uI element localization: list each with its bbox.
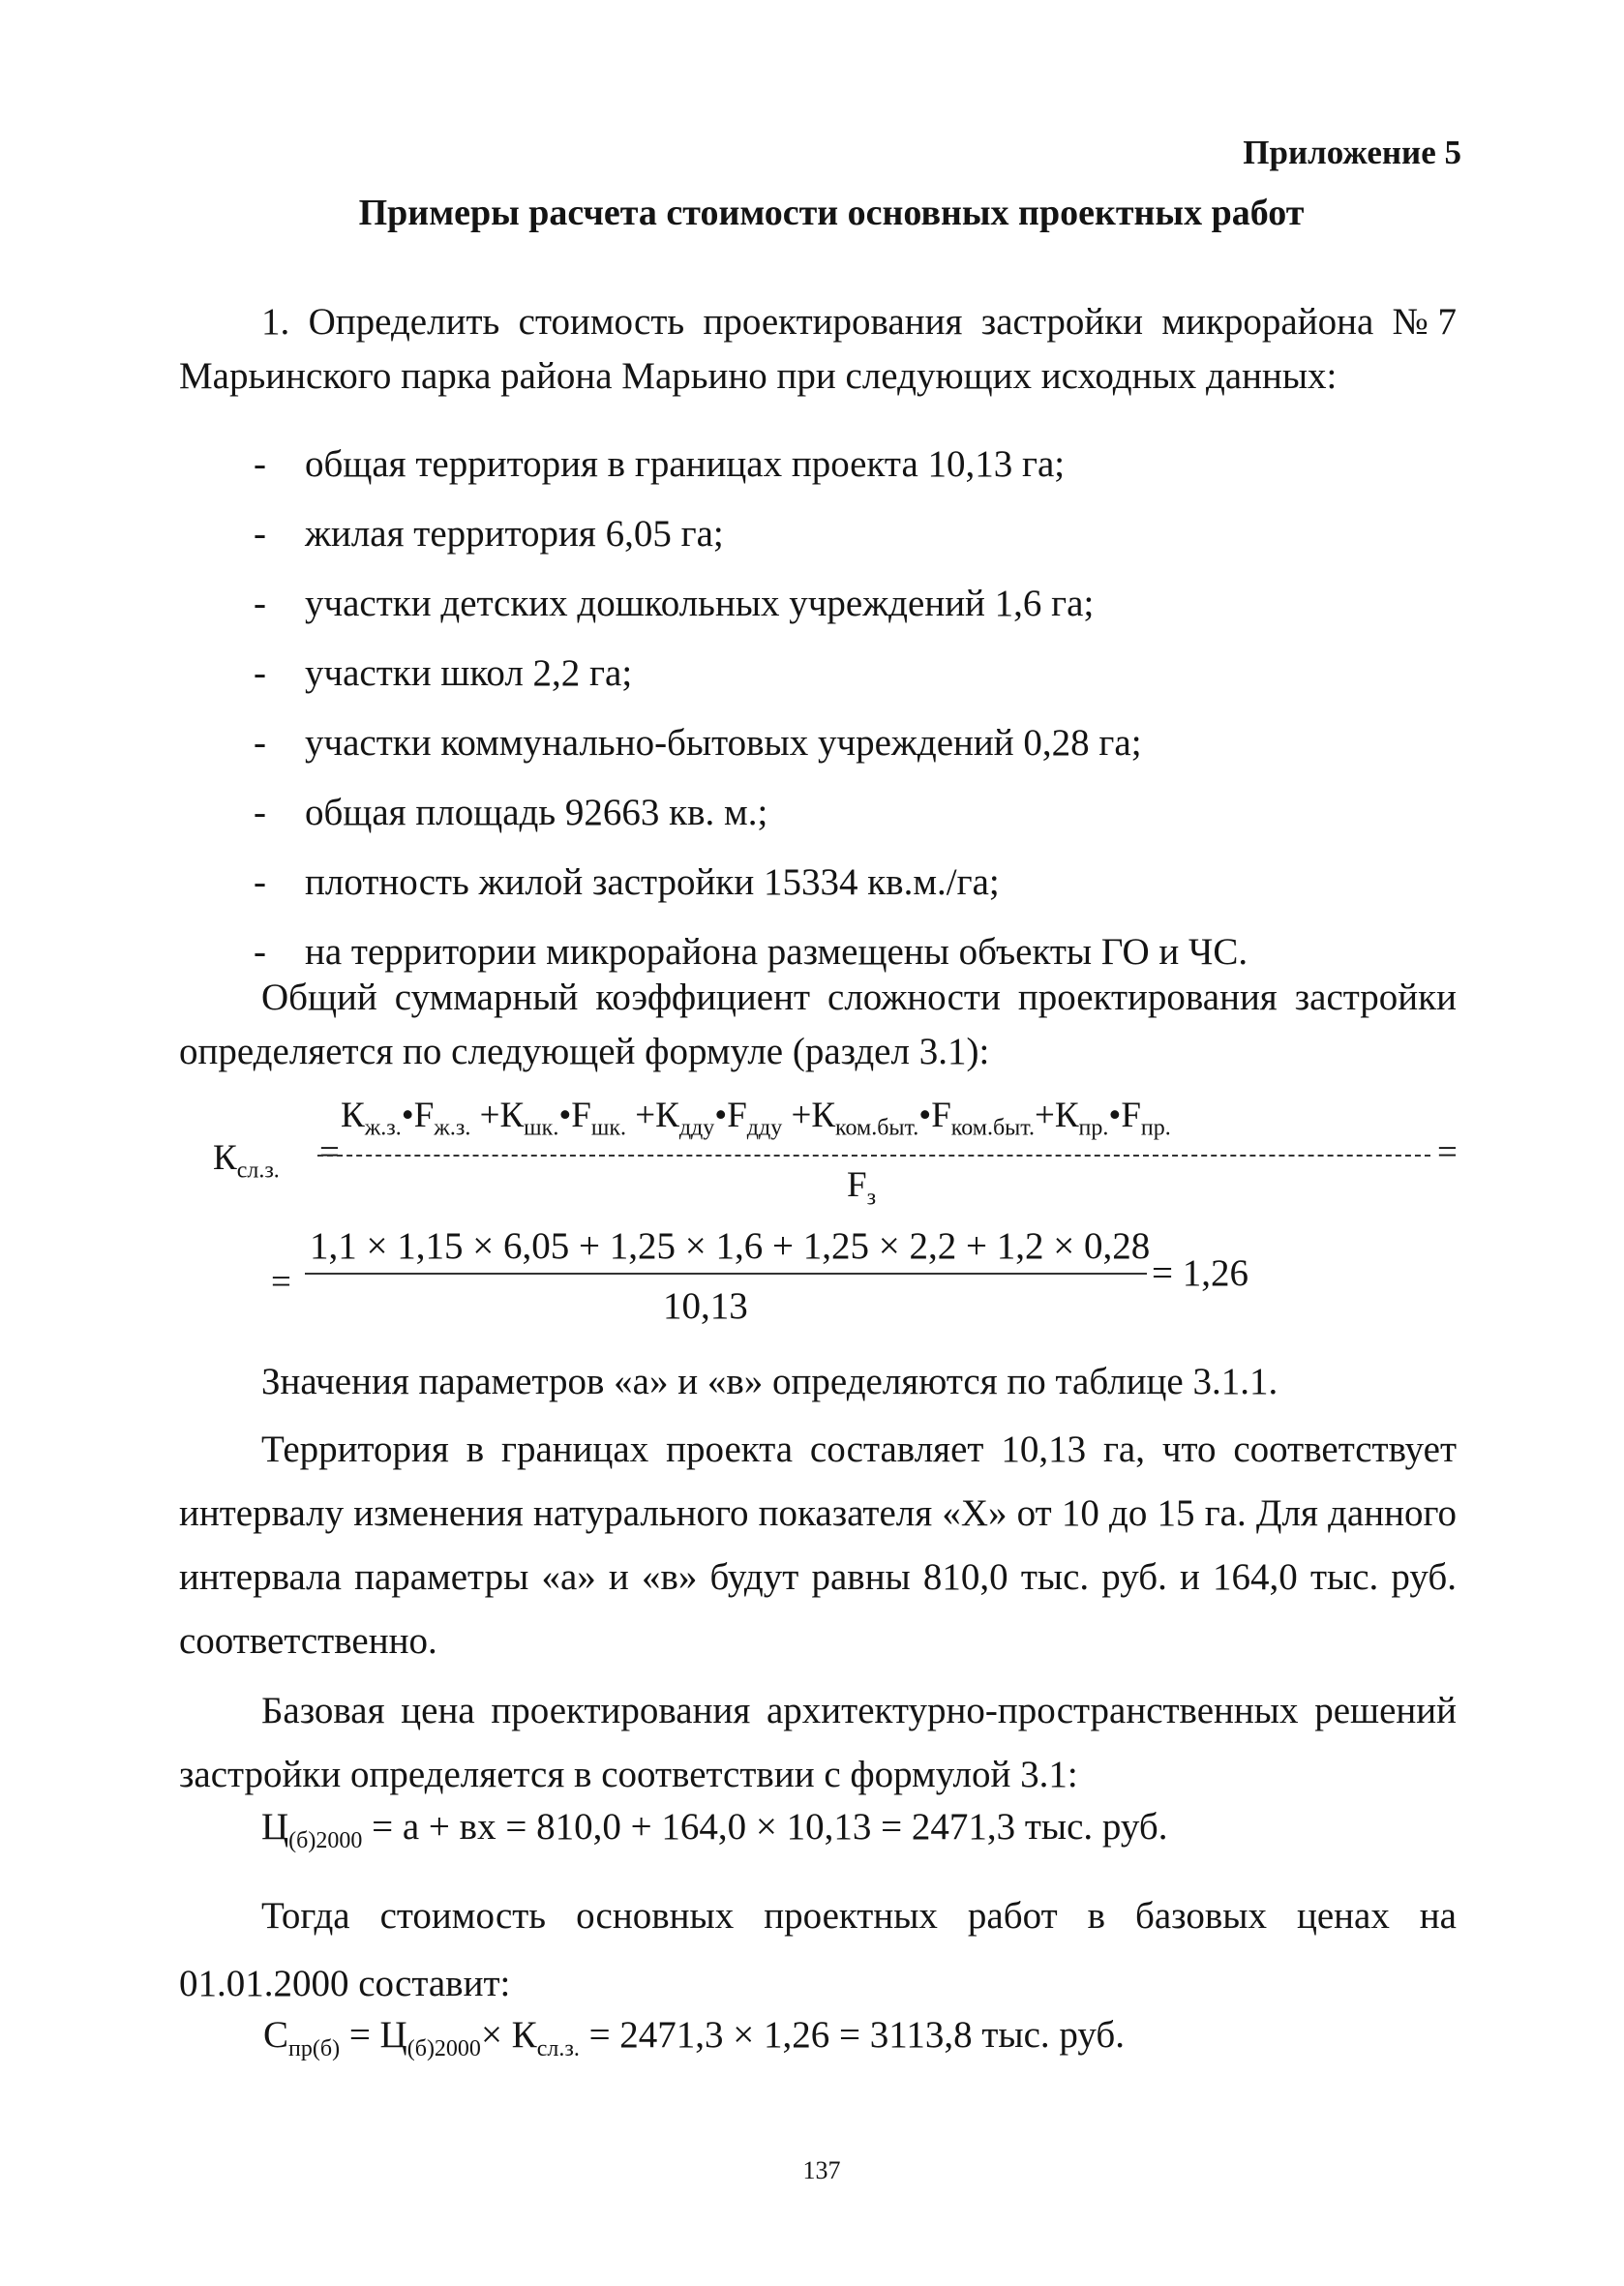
list-dash: - [254, 583, 266, 624]
list-item-text: общая территория в границах проекта 10,13 га; [305, 443, 1066, 485]
term-k: К [811, 1096, 836, 1135]
term-f: F [1121, 1096, 1141, 1135]
list-dash: - [254, 931, 266, 973]
cost-intro: Тогда стоимость основных проектных работ в базовых ценах на 01.01.2000 составит: [179, 1895, 1457, 2004]
list-dash: - [254, 652, 266, 694]
term-f: F [571, 1096, 591, 1135]
term-k: К [1054, 1096, 1079, 1135]
denominator-symbol: F [847, 1165, 867, 1205]
term-k: К [655, 1096, 679, 1135]
list-dash: - [254, 861, 266, 903]
list-dash: - [254, 513, 266, 555]
term-f: F [413, 1096, 435, 1135]
price-subscript: (б)2000 [288, 1827, 363, 1853]
cost-subscript: пр(б) [288, 2035, 341, 2061]
list-item-text: участки школ 2,2 га; [305, 652, 633, 694]
term-f: F [931, 1096, 951, 1135]
formula-denominator [847, 1164, 876, 1211]
cost-price-subscript: (б)2000 [406, 2035, 481, 2061]
list-item-text: на территории микрорайона размещены объекты ГО и ЧС. [305, 931, 1248, 973]
term-f-sub: дду [746, 1115, 783, 1141]
cost-symbol: С [263, 2014, 289, 2056]
plus-operator: + [791, 1096, 812, 1135]
term-k-sub: ж.з. [364, 1115, 402, 1141]
complexity-formula [213, 1096, 1471, 1327]
term-k: К [341, 1096, 365, 1135]
term-f-sub: шк. [590, 1115, 626, 1141]
list-item [242, 786, 1442, 856]
formula-lhs [213, 1137, 280, 1184]
list-item-text: жилая территория 6,05 га; [305, 513, 724, 555]
calc-numerator: 1,1 × 1,15 × 6,05 + 1,25 × 1,6 + 1,25 × 2,2 + 1,2 × 0,28 [310, 1225, 1151, 1267]
term-k-sub: пр. [1078, 1115, 1109, 1141]
calc-denominator: 10,13 [663, 1285, 748, 1327]
plus-operator: + [1034, 1096, 1055, 1135]
list-item [242, 716, 1442, 786]
dot-operator: • [558, 1096, 572, 1135]
list-dash: - [254, 443, 266, 485]
price-symbol: Ц [261, 1806, 289, 1848]
list-item [242, 437, 1442, 507]
formula-trailing-eq: = [1437, 1132, 1458, 1172]
formula-lhs-subscript: сл.з. [236, 1158, 280, 1184]
calc-fraction-bar [305, 1273, 1147, 1275]
base-price-equation [261, 1805, 1167, 1854]
list-item [242, 577, 1442, 647]
term-f: F [727, 1096, 747, 1135]
plus-operator: + [635, 1096, 656, 1135]
task-paragraph: 1. Определить стоимость проектирования застройки микрорайона №7 Марьинского парка района Марьино при следующих исходных данных: [179, 301, 1457, 397]
term-k-sub: дду [678, 1115, 715, 1141]
cost-expression: = 2471,3 × 1,26 = 3113,8 тыс. руб. [579, 2014, 1125, 2056]
list-item-text: плотность жилой застройки 15334 кв.м./га; [305, 861, 1000, 903]
appendix-label: Приложение 5 [1243, 134, 1461, 171]
cost-coef-term: × К [480, 2014, 537, 2056]
list-item-text: участки детских дошкольных учреждений 1,6 га; [305, 583, 1095, 624]
coefficient-intro: Общий суммарный коэффициент сложности проектирования застройки определяется по следующей формуле (раздел 3.1): [179, 977, 1457, 1072]
formula-lhs-symbol: К [213, 1138, 237, 1178]
dot-operator: • [714, 1096, 728, 1135]
term-k-sub: шк. [524, 1115, 559, 1141]
list-item [242, 507, 1442, 577]
plus-operator: + [479, 1096, 500, 1135]
calc-result: = 1,26 [1152, 1252, 1248, 1294]
input-data-list [242, 437, 1442, 995]
base-price-expression: = а + вх = 810,0 + 164,0 × 10,13 = 2471,3 тыс. руб. [362, 1806, 1168, 1848]
term-f-sub: пр. [1140, 1115, 1171, 1141]
base-price-intro: Базовая цена проектирования архитектурно-пространственных решений застройки определяется в соответствии с формулой 3.1: [179, 1690, 1457, 1795]
dot-operator: • [918, 1096, 932, 1135]
interval-paragraph: Территория в границах проекта составляет 10,13 га, что соответствует интервалу изменения натурального показателя «Х» от 10 до 15 га. Для данного интервала параметры «а» и «в» будут равны 810,0 тыс. руб. и 164,0 тыс. руб. соответственно. [179, 1429, 1457, 1662]
cost-equation [263, 2013, 1125, 2062]
term-f-sub: ж.з. [434, 1115, 471, 1141]
fraction-bar [317, 1155, 1430, 1157]
calc-eq-sign: = [271, 1262, 291, 1302]
term-k-sub: ком.быт. [835, 1115, 919, 1141]
cost-coef-subscript: сл.з. [536, 2035, 580, 2061]
formula-numerator [341, 1095, 1171, 1141]
page-title: Примеры расчета стоимости основных проектных работ [358, 193, 1305, 233]
list-dash: - [254, 792, 266, 833]
list-item-text: участки коммунально-бытовых учреждений 0,28 га; [305, 722, 1142, 764]
term-f-sub: ком.быт. [950, 1115, 1035, 1141]
params-note: Значения параметров «а» и «в» определяются по таблице 3.1.1. [261, 1361, 1278, 1402]
list-item [242, 856, 1442, 925]
list-item [242, 647, 1442, 716]
formula-eq-sign: = [319, 1132, 340, 1172]
denominator-subscript: з [866, 1185, 877, 1211]
list-dash: - [254, 722, 266, 764]
list-item-text: общая площадь 92663 кв. м.; [305, 792, 768, 833]
term-k: К [499, 1096, 525, 1135]
page-number: 137 [802, 2156, 841, 2184]
dot-operator: • [401, 1096, 414, 1135]
cost-price-term: = Ц [340, 2014, 407, 2056]
dot-operator: • [1108, 1096, 1122, 1135]
